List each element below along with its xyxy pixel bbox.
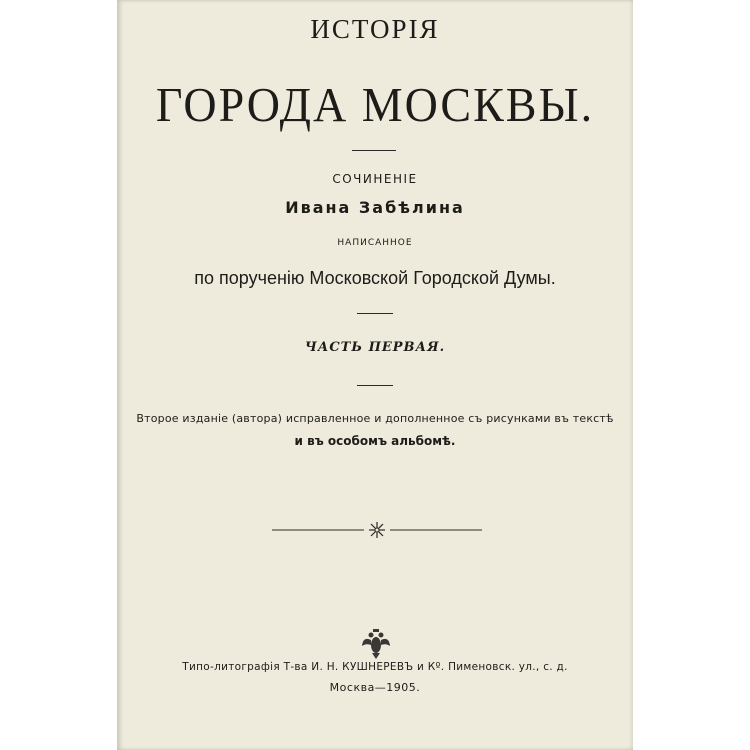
printer-line: Типо-литографія Т-ва И. Н. КУШНЕРЕВЪ и Кº. Пименовск. ул., с. д. — [182, 661, 568, 673]
divider-rule-3 — [357, 385, 393, 386]
divider-rule-2 — [357, 313, 393, 314]
imprint-line: Москва—1905. — [329, 681, 421, 694]
title-line-1: ИСТОРІЯ — [310, 14, 440, 44]
edition-line-2: и въ особомъ альбомѣ. — [294, 434, 456, 448]
title-page — [117, 0, 633, 750]
commission-line: по порученію Московской Городской Думы. — [194, 268, 556, 288]
ornament-divider-icon — [272, 520, 482, 540]
part-label: ЧАСТЬ ПЕРВАЯ. — [304, 340, 446, 355]
double-headed-eagle-icon — [361, 628, 391, 660]
title-line-2: ГОРОДА МОСКВЫ. — [155, 77, 595, 132]
divider-rule-1 — [352, 150, 396, 151]
edition-line-1: Второе изданіе (автора) исправленное и дополненное съ рисунками въ текстѣ — [136, 412, 614, 425]
composition-label: СОЧИНЕНІЕ — [332, 172, 418, 186]
author-name: Ивана Забѣлина — [285, 198, 465, 217]
written-label: НАПИСАННОЕ — [337, 238, 413, 248]
